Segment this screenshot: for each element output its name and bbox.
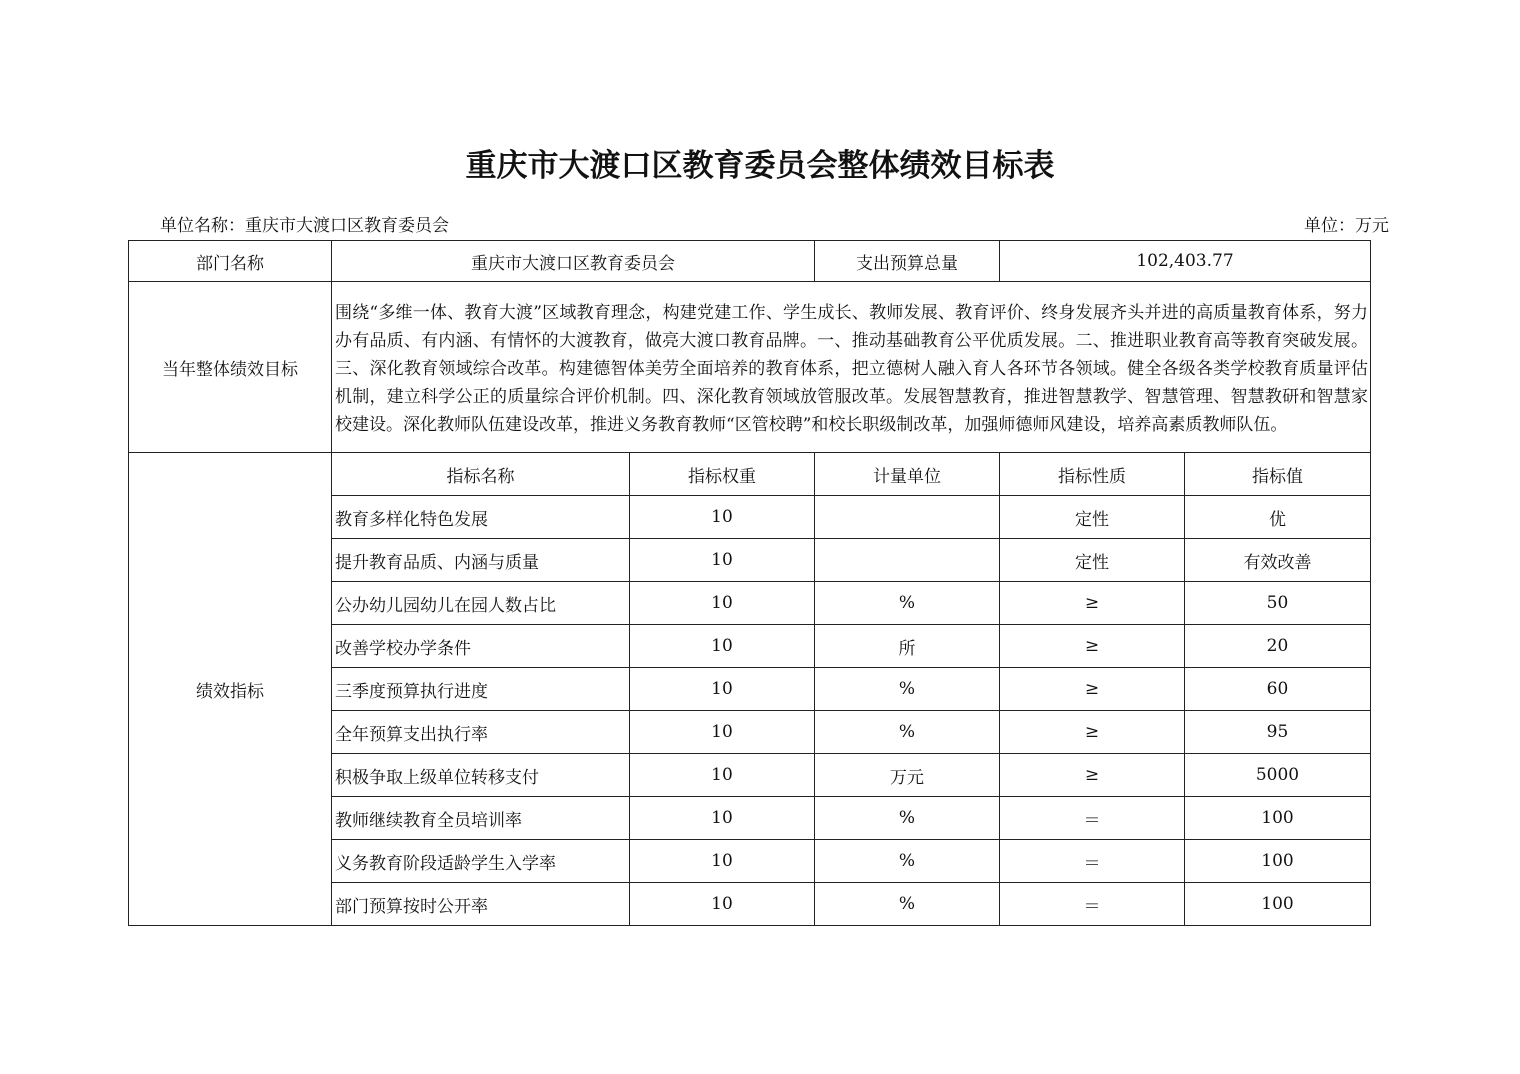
indicator-weight: 10: [630, 883, 815, 926]
indicator-weight: 10: [630, 668, 815, 711]
indicator-weight: 10: [630, 539, 815, 582]
indicator-value: 有效改善: [1185, 539, 1371, 582]
indicator-nature: ≥: [1000, 711, 1185, 754]
header-indicator-nature: 指标性质: [1000, 453, 1185, 496]
indicator-nature: ≥: [1000, 754, 1185, 797]
indicator-unit: %: [815, 711, 1000, 754]
header-indicator-name: 指标名称: [332, 453, 630, 496]
indicator-name: 三季度预算执行进度: [332, 668, 630, 711]
indicator-nature: ≥: [1000, 582, 1185, 625]
indicator-name: 全年预算支出执行率: [332, 711, 630, 754]
dept-name-label: 部门名称: [129, 241, 332, 282]
indicator-name: 积极争取上级单位转移支付: [332, 754, 630, 797]
indicator-value: 60: [1185, 668, 1371, 711]
indicator-name: 公办幼儿园幼儿在园人数占比: [332, 582, 630, 625]
indicator-header-row: [129, 453, 1371, 496]
indicator-nature: ＝: [1000, 840, 1185, 883]
indicator-value: 100: [1185, 840, 1371, 883]
indicator-weight: 10: [630, 496, 815, 539]
indicator-weight: 10: [630, 582, 815, 625]
unit-name-label: 单位名称：重庆市大渡口区教育委员会: [160, 216, 449, 236]
page-title: 重庆市大渡口区教育委员会整体绩效目标表: [465, 148, 1055, 184]
indicator-weight: 10: [630, 711, 815, 754]
budget-total-value: 102,403.77: [1000, 241, 1371, 282]
indicator-name: 提升教育品质、内涵与质量: [332, 539, 630, 582]
indicators-label: 绩效指标: [129, 453, 332, 926]
indicator-weight: 10: [630, 754, 815, 797]
indicator-unit: %: [815, 840, 1000, 883]
indicator-value: 5000: [1185, 754, 1371, 797]
goal-label: 当年整体绩效目标: [129, 282, 332, 453]
indicator-weight: 10: [630, 840, 815, 883]
indicator-nature: ＝: [1000, 883, 1185, 926]
indicator-unit: 万元: [815, 754, 1000, 797]
dept-row: [129, 241, 1371, 282]
indicator-nature: 定性: [1000, 496, 1185, 539]
currency-unit-label: 单位：万元: [1304, 216, 1389, 236]
indicator-unit: %: [815, 582, 1000, 625]
indicator-value: 50: [1185, 582, 1371, 625]
indicator-weight: 10: [630, 797, 815, 840]
indicator-name: 部门预算按时公开率: [332, 883, 630, 926]
indicator-value: 100: [1185, 797, 1371, 840]
indicator-weight: 10: [630, 625, 815, 668]
header-indicator-value: 指标值: [1185, 453, 1371, 496]
goal-text: 围绕“多维一体、教育大渡”区域教育理念，构建党建工作、学生成长、教师发展、教育评价、终身发展齐头并进的高质量教育体系，努力办有品质、有内涵、有情怀的大渡教育，做亮大渡口教育品牌。一、推动基础教育公平优质发展。二、推进职业教育高等教育突破发展。三、深化教育领域综合改革。构建德智体美劳全面培养的教育体系，把立德树人融入育人各环节各领域。健全各级各类学校教育质量评估机制，建立科学公正的质量综合评价机制。四、深化教育领域放管服改革。发展智慧教育，推进智慧教学、智慧管理、智慧教研和智慧家校建设。深化教师队伍建设改革，推进义务教育教师“区管校聘”和校长职级制改革，加强师德师风建设，培养高素质教师队伍。: [332, 282, 1371, 453]
header-measure-unit: 计量单位: [815, 453, 1000, 496]
indicator-unit: %: [815, 668, 1000, 711]
indicator-unit: %: [815, 883, 1000, 926]
indicator-name: 教育多样化特色发展: [332, 496, 630, 539]
indicator-unit: 所: [815, 625, 1000, 668]
performance-table: [128, 240, 1371, 926]
indicator-name: 改善学校办学条件: [332, 625, 630, 668]
indicator-value: 95: [1185, 711, 1371, 754]
indicator-name: 教师继续教育全员培训率: [332, 797, 630, 840]
indicator-nature: 定性: [1000, 539, 1185, 582]
header-indicator-weight: 指标权重: [630, 453, 815, 496]
indicator-nature: ≥: [1000, 668, 1185, 711]
indicator-value: 100: [1185, 883, 1371, 926]
budget-total-label: 支出预算总量: [815, 241, 1000, 282]
indicator-nature: ＝: [1000, 797, 1185, 840]
indicator-value: 优: [1185, 496, 1371, 539]
dept-name-value: 重庆市大渡口区教育委员会: [332, 241, 815, 282]
indicator-name: 义务教育阶段适龄学生入学率: [332, 840, 630, 883]
goal-row: [129, 282, 1371, 453]
indicator-unit: [815, 539, 1000, 582]
indicator-value: 20: [1185, 625, 1371, 668]
indicator-unit: %: [815, 797, 1000, 840]
indicator-unit: [815, 496, 1000, 539]
indicator-nature: ≥: [1000, 625, 1185, 668]
